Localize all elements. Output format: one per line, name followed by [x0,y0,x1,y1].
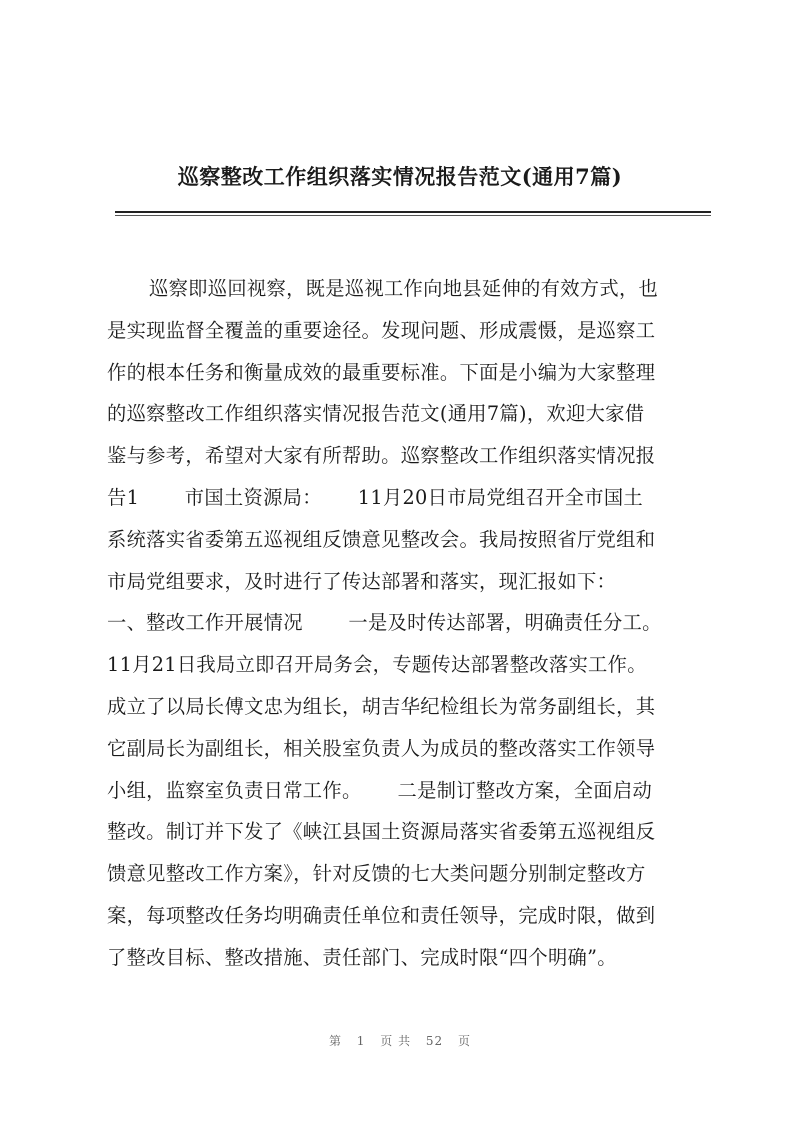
body-line: 成立了以局长傅文忠为组长，胡吉华纪检组长为常务副组长，其 [107,694,656,718]
body-line: 作的根本任务和衡量成效的最重要标准。下面是小编为大家整理 [107,360,656,384]
body-line: 了整改目标、整改措施、责任部门、完成时限“四个明确”。 [107,945,617,969]
body-line: 馈意见整改工作方案》，针对反馈的七大类问题分别制定整改方 [107,862,646,886]
body-line: 系统落实省委第五巡视组反馈意见整改会。我局按照省厅党组和 [107,527,656,551]
footer-suffix: 页 [458,1034,472,1048]
body-line: 市局党组要求，及时进行了传达部署和落实，现汇报如下： [107,569,617,593]
document-title: 巡察整改工作组织落实情况报告范文(通用7篇) [177,164,623,189]
body-line: 巡察即巡回视察，既是巡视工作向地县延伸的有效方式，也 [149,277,659,300]
body-line: 它副局长为副组长，相关股室负责人为成员的整改落实工作领导 [107,736,656,760]
body-line: 一、整改工作开展情况 一是及时传达部署，明确责任分工。 [107,611,662,635]
page-footer [0,1032,800,1049]
document-body [107,268,711,979]
current-page-number: 1 [356,1034,366,1048]
title-divider [115,211,711,213]
footer-prefix: 第 [328,1034,342,1048]
title-divider-thin [115,215,711,216]
total-page-count: 52 [425,1034,444,1048]
body-line: 小组，监察室负责日常工作。 二是制订整改方案，全面启动 [107,778,653,802]
body-line: 11月21日我局立即召开局务会，专题传达部署整改落实工作。 [107,653,647,677]
body-line: 整改。制订并下发了《峡江县国土资源局落实省委第五巡视组反 [107,820,656,844]
body-line: 案，每项整改任务均明确责任单位和责任领导，完成时限，做到 [107,903,656,927]
body-line: 鉴与参考，希望对大家有所帮助。巡察整改工作组织落实情况报 [107,444,656,468]
body-line: 是实现监督全覆盖的重要途径。发现问题、形成震慑，是巡察工 [107,318,656,342]
body-line: 的巡察整改工作组织落实情况报告范文(通用7篇)，欢迎大家借 [107,402,645,426]
body-line: 告1 市国土资源局： 11月20日市局党组召开全市国土 [107,485,643,509]
footer-middle: 页 共 [380,1034,412,1048]
